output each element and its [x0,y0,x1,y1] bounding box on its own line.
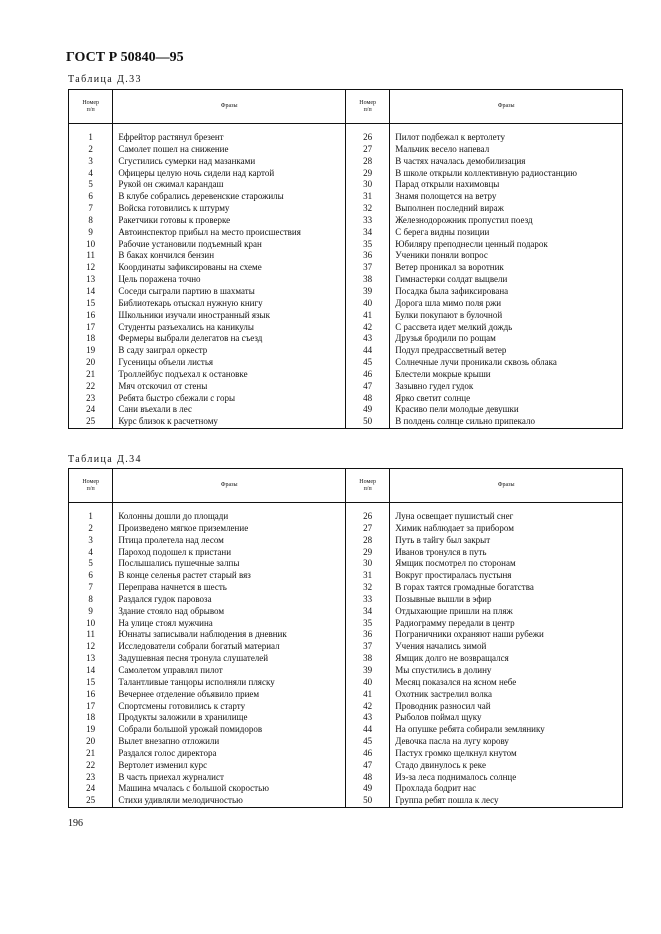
row-number: 7 [69,582,113,594]
phrase-cell: Координаты зафиксированы на схеме [113,262,346,274]
row-number: 7 [69,203,113,215]
phrase-cell: В горах таятся громадные богатства [390,582,623,594]
row-number: 16 [69,310,113,322]
row-number: 19 [69,345,113,357]
phrase-cell: Ребята быстро сбежали с горы [113,393,346,405]
row-number: 25 [69,416,113,428]
row-number: 48 [345,393,389,405]
table-row [69,594,623,606]
table-row [69,381,623,393]
row-number: 15 [69,677,113,689]
row-number: 46 [345,748,389,760]
phrase-cell: Красиво пели молодые девушки [390,404,623,416]
table-row [69,404,623,416]
phrase-cell: Сгустились сумерки над мазанками [113,156,346,168]
row-number: 49 [345,783,389,795]
row-number: 18 [69,712,113,724]
row-number: 8 [69,215,113,227]
table-row [69,736,623,748]
table-row [69,570,623,582]
phrase-cell: Школьники изучали иностранный язык [113,310,346,322]
phrase-cell: Вокруг простиралась пустыня [390,570,623,582]
table-row [69,558,623,570]
phrase-cell: В часть приехал журналист [113,772,346,784]
phrase-cell: Путь в тайгу был закрыт [390,535,623,547]
phrase-cell: Автоинспектор прибыл на место происшествия [113,227,346,239]
row-number: 8 [69,594,113,606]
table-row [69,772,623,784]
phrase-cell: Химик наблюдает за прибором [390,523,623,535]
row-number: 44 [345,724,389,736]
row-number: 46 [345,369,389,381]
phrase-cell: Железнодорожник пропустил поезд [390,215,623,227]
phrase-cell: Задушевная песня тронула слушателей [113,653,346,665]
column-header-number: Номер п/п [345,469,389,503]
row-number: 5 [69,179,113,191]
row-number: 3 [69,535,113,547]
phrase-cell: Вертолет изменил курс [113,760,346,772]
row-number: 47 [345,381,389,393]
row-number: 35 [345,618,389,630]
row-number: 36 [345,629,389,641]
table-row [69,535,623,547]
table-row [69,606,623,618]
phrase-cell: Цель поражена точно [113,274,346,286]
phrase-cell: Стадо двинулось к реке [390,760,623,772]
phrase-cell: Знамя полощется на ветру [390,191,623,203]
table-row [69,582,623,594]
row-number: 18 [69,333,113,345]
phrase-cell: Пограничники охраняют наши рубежи [390,629,623,641]
phrase-cell: Раздался голос директора [113,748,346,760]
table-row [69,262,623,274]
table-row [69,547,623,559]
table-row [69,168,623,180]
row-number: 50 [345,795,389,807]
row-number: 4 [69,547,113,559]
phrase-cell: Переправа начнется в шесть [113,582,346,594]
row-number: 20 [69,736,113,748]
phrase-cell: Войска готовились к штурму [113,203,346,215]
phrase-cell: Произведено мягкое приземление [113,523,346,535]
phrase-cell: Ефрейтор растянул брезент [113,132,346,144]
phrase-cell: Послышались пушечные залпы [113,558,346,570]
table-row [69,748,623,760]
row-number: 28 [345,156,389,168]
phrase-cell: В школе открыли коллективную радиостанцию [390,168,623,180]
phrase-cell: Здание стояло над обрывом [113,606,346,618]
row-number: 9 [69,227,113,239]
phrase-cell: Юбиляру преподнесли ценный подарок [390,239,623,251]
column-header-number: Номер п/п [69,469,113,503]
page-number: 196 [68,818,83,829]
row-number: 41 [345,689,389,701]
row-number: 2 [69,523,113,535]
row-number: 37 [345,641,389,653]
row-number: 12 [69,641,113,653]
phrase-cell: Талантливые танцоры исполняли пляску [113,677,346,689]
phrase-cell: Радиограмму передали в центр [390,618,623,630]
table-row [69,274,623,286]
row-number: 24 [69,783,113,795]
row-number: 49 [345,404,389,416]
table-caption-d33: Таблица Д.33 [68,74,142,85]
document-title: ГОСТ Р 50840—95 [66,50,184,65]
phrase-cell: Друзья бродили по рощам [390,333,623,345]
table-row [69,618,623,630]
row-number: 36 [345,250,389,262]
row-number: 42 [345,322,389,334]
phrase-cell: Подул предрассветный ветер [390,345,623,357]
row-number: 35 [345,239,389,251]
row-number: 5 [69,558,113,570]
row-number: 14 [69,665,113,677]
table-row [69,286,623,298]
column-header-phrases: Фразы [113,90,346,124]
table-row [69,298,623,310]
row-number: 1 [69,132,113,144]
phrase-cell: Месяц показался на ясном небе [390,677,623,689]
phrase-cell: Самолет пошел на снижение [113,144,346,156]
phrase-cell: Раздался гудок паровоза [113,594,346,606]
column-header-phrases: Фразы [390,90,623,124]
row-number: 41 [345,310,389,322]
row-number: 27 [345,523,389,535]
row-number: 20 [69,357,113,369]
table-row [69,215,623,227]
table-row [69,677,623,689]
phrase-cell: Стихи удивляли мелодичностью [113,795,346,807]
table-row [69,345,623,357]
row-number: 34 [345,227,389,239]
phrase-cell: Луна освещает пушистый снег [390,511,623,523]
phrase-cell: Выполнен последний вираж [390,203,623,215]
phrase-cell: Позывные вышли в эфир [390,594,623,606]
phrase-cell: В баках кончился бензин [113,250,346,262]
row-number: 39 [345,286,389,298]
phrase-cell: В частях началась демобилизация [390,156,623,168]
phrase-cell: Группа ребят пошла к лесу [390,795,623,807]
table-row [69,132,623,144]
phrase-cell: Ученики поняли вопрос [390,250,623,262]
column-header-number: Номер п/п [345,90,389,124]
table-row [69,523,623,535]
table-row [69,179,623,191]
row-number: 15 [69,298,113,310]
row-number: 30 [345,558,389,570]
table-row [69,665,623,677]
row-number: 23 [69,772,113,784]
table-row [69,416,623,428]
phrase-cell: Мы спустились в долину [390,665,623,677]
table-row [69,239,623,251]
row-number: 44 [345,345,389,357]
row-number: 38 [345,653,389,665]
row-number: 2 [69,144,113,156]
row-number: 34 [345,606,389,618]
phrase-table-d34 [68,468,623,808]
phrase-cell: В полдень солнце сильно припекало [390,416,623,428]
table-row [69,203,623,215]
table-row [69,629,623,641]
row-number: 29 [345,547,389,559]
phrase-cell: Студенты разъехались на каникулы [113,322,346,334]
row-number: 14 [69,286,113,298]
row-number: 26 [345,132,389,144]
row-number: 25 [69,795,113,807]
phrase-cell: Сани въехали в лес [113,404,346,416]
phrase-cell: Зазывно гудел гудок [390,381,623,393]
row-number: 42 [345,701,389,713]
phrase-cell: Отдыхающие пришли на пляж [390,606,623,618]
table-row [69,227,623,239]
row-number: 31 [345,191,389,203]
phrase-cell: В клубе собрались деревенские старожилы [113,191,346,203]
row-number: 9 [69,606,113,618]
row-number: 16 [69,689,113,701]
row-number: 22 [69,760,113,772]
table-row [69,250,623,262]
row-number: 39 [345,665,389,677]
row-number: 47 [345,760,389,772]
phrase-cell: Исследователи собрали богатый материал [113,641,346,653]
phrase-cell: Ветер проникал за воротник [390,262,623,274]
row-number: 37 [345,262,389,274]
row-number: 45 [345,357,389,369]
row-number: 33 [345,215,389,227]
table-row [69,322,623,334]
row-number: 12 [69,262,113,274]
phrase-cell: Соседи сыграли партию в шахматы [113,286,346,298]
row-number: 21 [69,748,113,760]
phrase-cell: Проводник разносил чай [390,701,623,713]
phrase-cell: Посадка была зафиксирована [390,286,623,298]
phrase-cell: Ракетчики готовы к проверке [113,215,346,227]
phrase-cell: Блестели мокрые крыши [390,369,623,381]
phrase-cell: Троллейбус подъехал к остановке [113,369,346,381]
phrase-cell: Мальчик весело напевал [390,144,623,156]
table-caption-d34: Таблица Д.34 [68,454,142,465]
phrase-cell: Вечернее отделение объявило прием [113,689,346,701]
row-number: 10 [69,239,113,251]
row-number: 29 [345,168,389,180]
row-number: 24 [69,404,113,416]
phrase-cell: Ямщик посмотрел по сторонам [390,558,623,570]
row-number: 10 [69,618,113,630]
row-number: 32 [345,203,389,215]
phrase-cell: На улице стоял мужчина [113,618,346,630]
phrase-cell: Иванов тронулся в путь [390,547,623,559]
phrase-cell: Солнечные лучи проникали сквозь облака [390,357,623,369]
phrase-cell: Ярко светит солнце [390,393,623,405]
phrase-cell: Мяч отскочил от стены [113,381,346,393]
row-number: 3 [69,156,113,168]
row-number: 22 [69,381,113,393]
phrase-cell: Офицеры целую ночь сидели над картой [113,168,346,180]
phrase-cell: В конце селенья растет старый вяз [113,570,346,582]
row-number: 11 [69,629,113,641]
row-number: 40 [345,677,389,689]
phrase-table-d33 [68,89,623,429]
phrase-cell: Машина мчалась с большой скоростью [113,783,346,795]
phrase-cell: Библиотекарь отыскал нужную книгу [113,298,346,310]
row-number: 21 [69,369,113,381]
phrase-cell: Девочка пасла на лугу корову [390,736,623,748]
table-row [69,712,623,724]
row-number: 17 [69,322,113,334]
row-number: 23 [69,393,113,405]
column-header-number: Номер п/п [69,90,113,124]
phrase-cell: Прохлада бодрит нас [390,783,623,795]
row-number: 30 [345,179,389,191]
row-number: 31 [345,570,389,582]
phrase-cell: Самолетом управлял пилот [113,665,346,677]
phrase-cell: Юннаты записывали наблюдения в дневник [113,629,346,641]
table-row [69,689,623,701]
phrase-cell: Фермеры выбрали делегатов на съезд [113,333,346,345]
table-row [69,795,623,807]
row-number: 6 [69,570,113,582]
table-row [69,701,623,713]
row-number: 40 [345,298,389,310]
phrase-cell: С берега видны позиции [390,227,623,239]
table-row [69,760,623,772]
table-row [69,144,623,156]
table-row [69,641,623,653]
phrase-cell: Курс близок к расчетному [113,416,346,428]
row-number: 26 [345,511,389,523]
phrase-cell: Спортсмены готовились к старту [113,701,346,713]
table-row [69,653,623,665]
phrase-cell: Продукты заложили в хранилище [113,712,346,724]
row-number: 28 [345,535,389,547]
table-row [69,156,623,168]
row-number: 38 [345,274,389,286]
phrase-cell: Охотник застрелил волка [390,689,623,701]
column-header-phrases: Фразы [113,469,346,503]
row-number: 13 [69,653,113,665]
phrase-cell: Гусеницы объели листья [113,357,346,369]
phrase-cell: Собрали большой урожай помидоров [113,724,346,736]
phrase-cell: Дорога шла мимо поля ржи [390,298,623,310]
row-number: 19 [69,724,113,736]
phrase-cell: Из-за леса поднималось солнце [390,772,623,784]
table-row [69,783,623,795]
phrase-cell: Булки покупают в булочной [390,310,623,322]
phrase-cell: Рабочие установили подъемный кран [113,239,346,251]
table-row [69,357,623,369]
phrase-cell: Птица пролетела над лесом [113,535,346,547]
phrase-cell: Гимнастерки солдат выцвели [390,274,623,286]
table-row [69,369,623,381]
row-number: 1 [69,511,113,523]
row-number: 4 [69,168,113,180]
phrase-cell: На опушке ребята собирали землянику [390,724,623,736]
phrase-cell: Вылет внезапно отложили [113,736,346,748]
table-row [69,191,623,203]
column-header-phrases: Фразы [390,469,623,503]
row-number: 33 [345,594,389,606]
phrase-cell: Пилот подбежал к вертолету [390,132,623,144]
row-number: 50 [345,416,389,428]
row-number: 45 [345,736,389,748]
phrase-cell: Пароход подошел к пристани [113,547,346,559]
phrase-cell: Ямщик долго не возвращался [390,653,623,665]
row-number: 6 [69,191,113,203]
row-number: 32 [345,582,389,594]
row-number: 11 [69,250,113,262]
table-row [69,393,623,405]
phrase-cell: Колонны дошли до площади [113,511,346,523]
table-row [69,511,623,523]
table-row [69,724,623,736]
row-number: 13 [69,274,113,286]
table-row [69,310,623,322]
row-number: 17 [69,701,113,713]
row-number: 43 [345,333,389,345]
phrase-cell: Парад открыли нахимовцы [390,179,623,191]
phrase-cell: Пастух громко щелкнул кнутом [390,748,623,760]
row-number: 43 [345,712,389,724]
row-number: 48 [345,772,389,784]
phrase-cell: Рыболов поймал щуку [390,712,623,724]
row-number: 27 [345,144,389,156]
table-row [69,333,623,345]
phrase-cell: В саду заиграл оркестр [113,345,346,357]
phrase-cell: Рукой он сжимал карандаш [113,179,346,191]
phrase-cell: С рассвета идет мелкий дождь [390,322,623,334]
phrase-cell: Учения начались зимой [390,641,623,653]
